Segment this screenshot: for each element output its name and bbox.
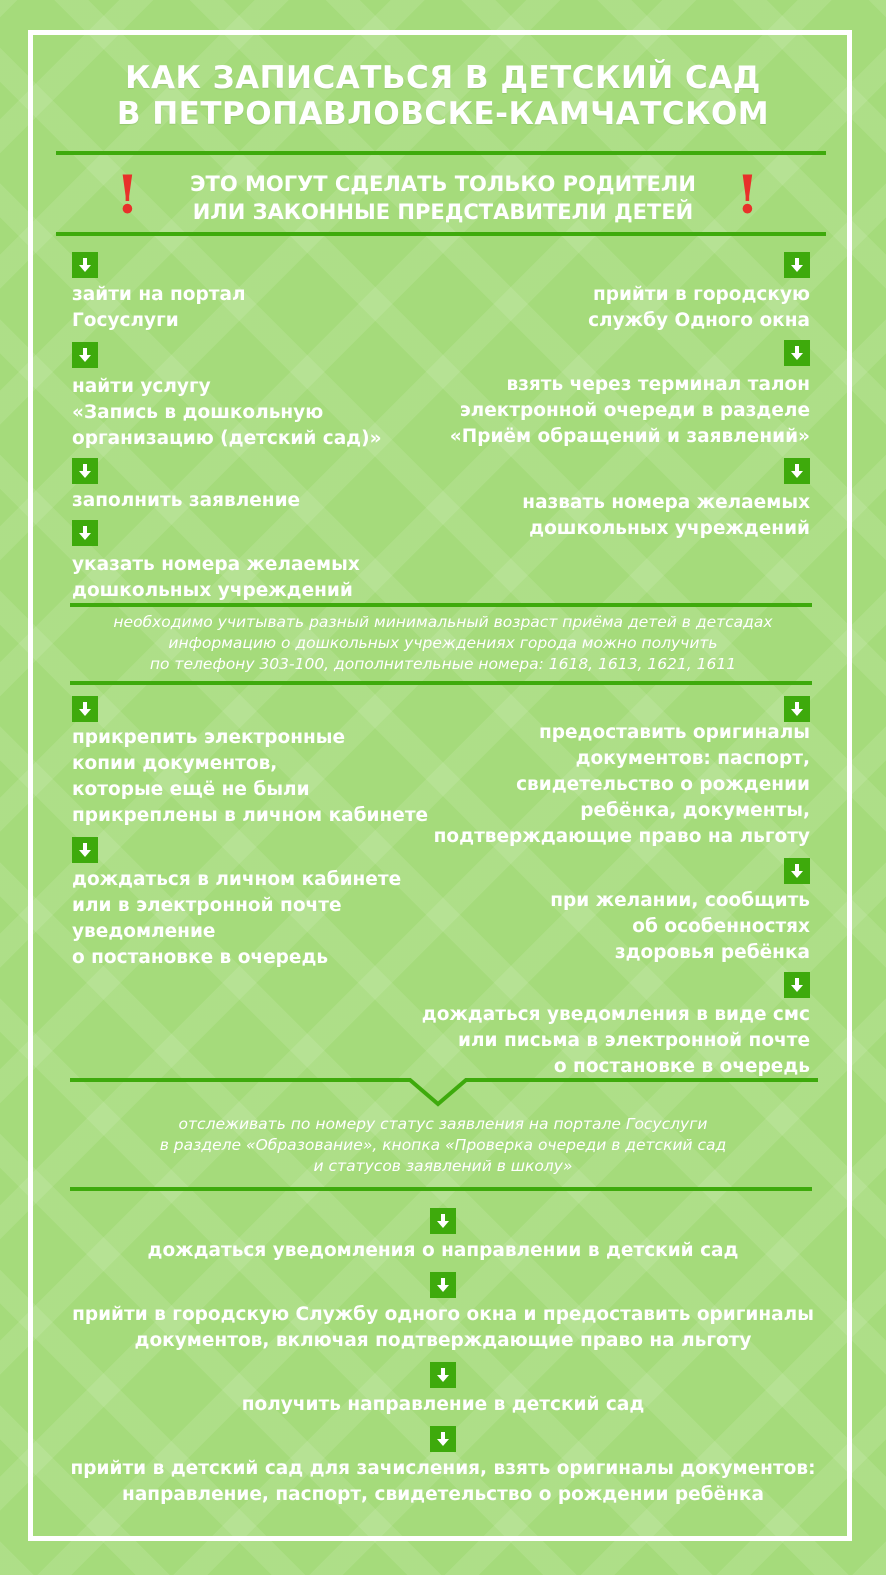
step-line: предоставить оригиналы <box>538 722 810 743</box>
step-line: прийти в детский сад для зачисления, взять оригиналы документов: <box>70 1458 816 1479</box>
step-line: здоровья ребёнка <box>614 942 810 963</box>
step-line: ребёнка, документы, <box>580 800 810 821</box>
exclamation-icon: ! <box>116 165 139 226</box>
arrow-down-icon <box>784 972 810 998</box>
step-text <box>72 374 432 452</box>
arrow-down-icon <box>430 1272 456 1298</box>
step-text <box>410 888 810 966</box>
step-line: прийти в городскую Службу одного окна и предоставить оригиналы <box>72 1304 814 1325</box>
arrow-down-icon <box>784 858 810 884</box>
arrow-down-icon <box>72 252 98 278</box>
step-line: о постановке в очередь <box>72 947 329 968</box>
step-line: дождаться в личном кабинете <box>72 869 402 890</box>
step-line: уведомление <box>72 921 216 942</box>
note-line: необходимо учитывать разный минимальный возраст приёма детей в детсадах <box>113 613 773 631</box>
arrow-down-icon <box>430 1208 456 1234</box>
divider-note-1-top <box>70 603 812 607</box>
divider-note-1-bottom <box>70 681 812 685</box>
step-text <box>40 1302 846 1354</box>
left-column-1 <box>72 252 432 604</box>
step-text <box>40 1456 846 1508</box>
final-steps <box>40 1208 846 1508</box>
right-column-2 <box>410 696 810 1080</box>
step-line: при желании, сообщить <box>550 890 810 911</box>
step-line: дошкольных учреждений <box>72 580 353 601</box>
arrow-down-icon <box>72 458 98 484</box>
step-line: «Приём обращений и заявлений» <box>449 426 810 447</box>
step-line: получить направление в детский сад <box>241 1394 645 1415</box>
warning-text <box>160 170 726 226</box>
step-line: найти услугу <box>72 376 211 397</box>
step-text <box>436 282 810 334</box>
chevron-divider <box>0 1070 886 1110</box>
step-line: свидетельство о рождении <box>516 774 810 795</box>
step-text <box>72 488 432 514</box>
step-text <box>436 490 810 542</box>
divider-warning <box>56 232 826 236</box>
step-text <box>40 1238 846 1264</box>
step-text <box>72 867 432 971</box>
warning-line-1: ЭТО МОГУТ СДЕЛАТЬ ТОЛЬКО РОДИТЕЛИ <box>190 172 696 196</box>
arrow-down-icon <box>72 520 98 546</box>
step-text <box>40 1392 846 1418</box>
step-text <box>436 372 810 450</box>
step-text <box>72 725 432 829</box>
step-line: документов, включая подтверждающие право на льготу <box>134 1330 752 1351</box>
step-line: указать номера желаемых <box>72 554 360 575</box>
divider-note-2-bottom <box>70 1187 812 1191</box>
step-text <box>72 552 432 604</box>
step-line: заполнить заявление <box>72 490 301 511</box>
step-line: об особенностях <box>632 916 810 937</box>
arrow-down-icon <box>430 1362 456 1388</box>
left-column-2 <box>72 696 432 971</box>
step-line: дождаться уведомления в виде смс <box>421 1004 810 1025</box>
step-text <box>72 282 432 334</box>
page-title <box>40 60 846 132</box>
arrow-down-icon <box>784 252 810 278</box>
step-line: прикрепить электронные <box>72 727 346 748</box>
note-line: информацию о дошкольных учреждениях города можно получить <box>168 634 718 652</box>
step-line: электронной очереди в разделе <box>459 400 810 421</box>
arrow-down-icon <box>784 458 810 484</box>
step-line: копии документов, <box>72 753 278 774</box>
step-line: которые ещё не были <box>72 779 310 800</box>
step-line: службу Одного окна <box>588 310 810 331</box>
title-line-2: В ПЕТРОПАВЛОВСКЕ-КАМЧАТСКОМ <box>116 96 770 132</box>
note-line: отслеживать по номеру статус заявления на портале Госуслуги <box>178 1115 708 1133</box>
arrow-down-icon <box>72 696 98 722</box>
step-line: Госуслуги <box>72 310 179 331</box>
info-note-1 <box>40 612 846 675</box>
right-column-1 <box>436 252 810 542</box>
step-line: дошкольных учреждений <box>529 518 810 539</box>
step-line: направление, паспорт, свидетельство о рождении ребёнка <box>122 1484 764 1505</box>
step-line: зайти на портал <box>72 284 246 305</box>
note-line: по телефону 303-100, дополнительные номера: 1618, 1613, 1621, 1611 <box>149 655 737 673</box>
step-line: документов: паспорт, <box>575 748 810 769</box>
step-line: или в электронной почте <box>72 895 342 916</box>
arrow-down-icon <box>784 340 810 366</box>
step-text <box>410 1002 810 1080</box>
warning-line-2: ИЛИ ЗАКОННЫЕ ПРЕДСТАВИТЕЛИ ДЕТЕЙ <box>192 200 694 224</box>
note-line: в разделе «Образование», кнопка «Проверка очереди в детский сад <box>159 1136 727 1154</box>
step-line: прийти в городскую <box>592 284 810 305</box>
step-line: дождаться уведомления о направлении в детский сад <box>147 1240 739 1261</box>
step-line: организацию (детский сад)» <box>72 428 382 449</box>
step-text <box>410 720 810 850</box>
step-line: о постановке в очередь <box>553 1056 810 1077</box>
exclamation-icon: ! <box>736 165 759 226</box>
arrow-down-icon <box>72 837 98 863</box>
title-line-1: КАК ЗАПИСАТЬСЯ В ДЕТСКИЙ САД <box>125 60 761 96</box>
step-line: прикреплены в личном кабинете <box>72 805 429 826</box>
step-line: «Запись в дошкольную <box>72 402 324 423</box>
step-line: взять через терминал талон <box>506 374 810 395</box>
arrow-down-icon <box>784 696 810 722</box>
arrow-down-icon <box>430 1426 456 1452</box>
divider-top <box>56 151 826 155</box>
step-line: или письма в электронной почте <box>458 1030 810 1051</box>
step-line: подтверждающие право на льготу <box>433 826 810 847</box>
arrow-down-icon <box>72 342 98 368</box>
step-line: назвать номера желаемых <box>522 492 810 513</box>
note-line: и статусов заявлений в школу» <box>313 1157 573 1175</box>
info-note-2 <box>40 1114 846 1177</box>
